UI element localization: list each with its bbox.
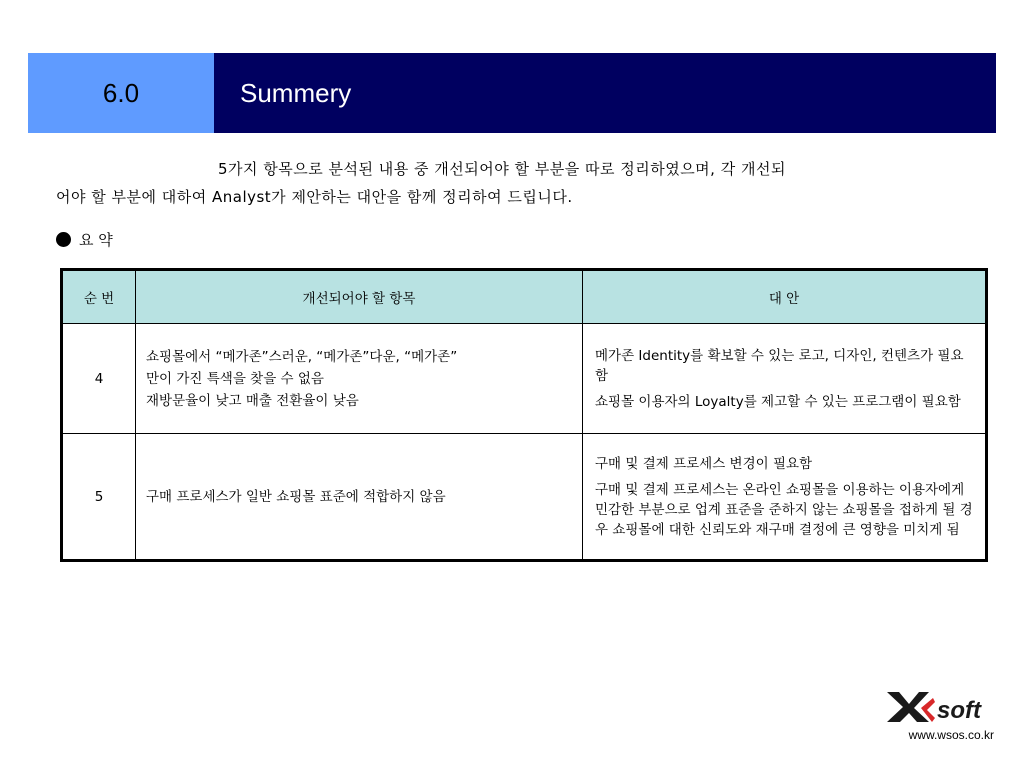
alternative-text: 구매 및 결제 프로세스는 온라인 쇼핑몰을 이용하는 이용자에게 민감한 부분으로 업계 표준을 준하지 않는 쇼핑몰을 접하게 될 경우 쇼핑몰에 대한 신뢰도와 재구매 결정에 큰 영향을 미치게 됨 — [595, 481, 973, 538]
alternative-cell — [583, 434, 987, 561]
intro-line-1: 5가지 항목으로 분석된 내용 중 개선되어야 할 부분을 따로 정리하였으며, 각 개선되 — [218, 160, 786, 178]
improvement-item-text: 재방문율이 낮고 매출 전환율이 낮음 — [146, 392, 359, 409]
section-number: 6.0 — [28, 53, 214, 133]
intro-line-2: 어야 할 부분에 대하여 Analyst가 제안하는 대안을 함께 정리하여 드립니다. — [56, 188, 573, 206]
xsoft-logo — [885, 688, 995, 724]
alternative-text: 쇼핑몰 이용자의 Loyalty를 제고할 수 있는 프로그램이 필요함 — [595, 393, 961, 410]
alternative-cell — [583, 324, 987, 434]
column-header-item: 개선되어야 할 항목 — [136, 270, 583, 324]
column-header-alternative: 대 안 — [583, 270, 987, 324]
row-number: 4 — [62, 324, 136, 434]
alternative-text: 구매 및 결제 프로세스 변경이 필요함 — [595, 455, 813, 472]
improvement-item-cell — [136, 434, 583, 561]
improvement-item-cell — [136, 324, 583, 434]
table-row — [62, 324, 987, 434]
improvement-item-text: 쇼핑몰에서 “메가존”스러운, “메가존”다운, “메가존” — [146, 348, 458, 365]
logo-wordmark: soft — [937, 697, 981, 724]
table-header-row — [62, 270, 987, 324]
alternative-text: 메가존 Identity를 확보할 수 있는 로고, 디자인, 컨텐츠가 필요함 — [595, 347, 964, 384]
column-header-no: 순 번 — [62, 270, 136, 324]
bullet-dot-icon — [56, 232, 71, 247]
improvement-item-text: 만이 가진 특색을 찾을 수 없음 — [146, 370, 324, 387]
summary-table — [60, 268, 988, 562]
intro-paragraph — [56, 155, 968, 211]
summary-heading — [56, 229, 113, 250]
improvement-item-text: 구매 프로세스가 일반 쇼핑몰 표준에 적합하지 않음 — [146, 488, 446, 505]
row-number: 5 — [62, 434, 136, 561]
table-row — [62, 434, 987, 561]
footer-url[interactable]: www.wsos.co.kr — [908, 728, 994, 742]
section-header — [28, 53, 996, 133]
summary-heading-label: 요 약 — [79, 231, 113, 249]
section-title: Summery — [214, 53, 996, 133]
